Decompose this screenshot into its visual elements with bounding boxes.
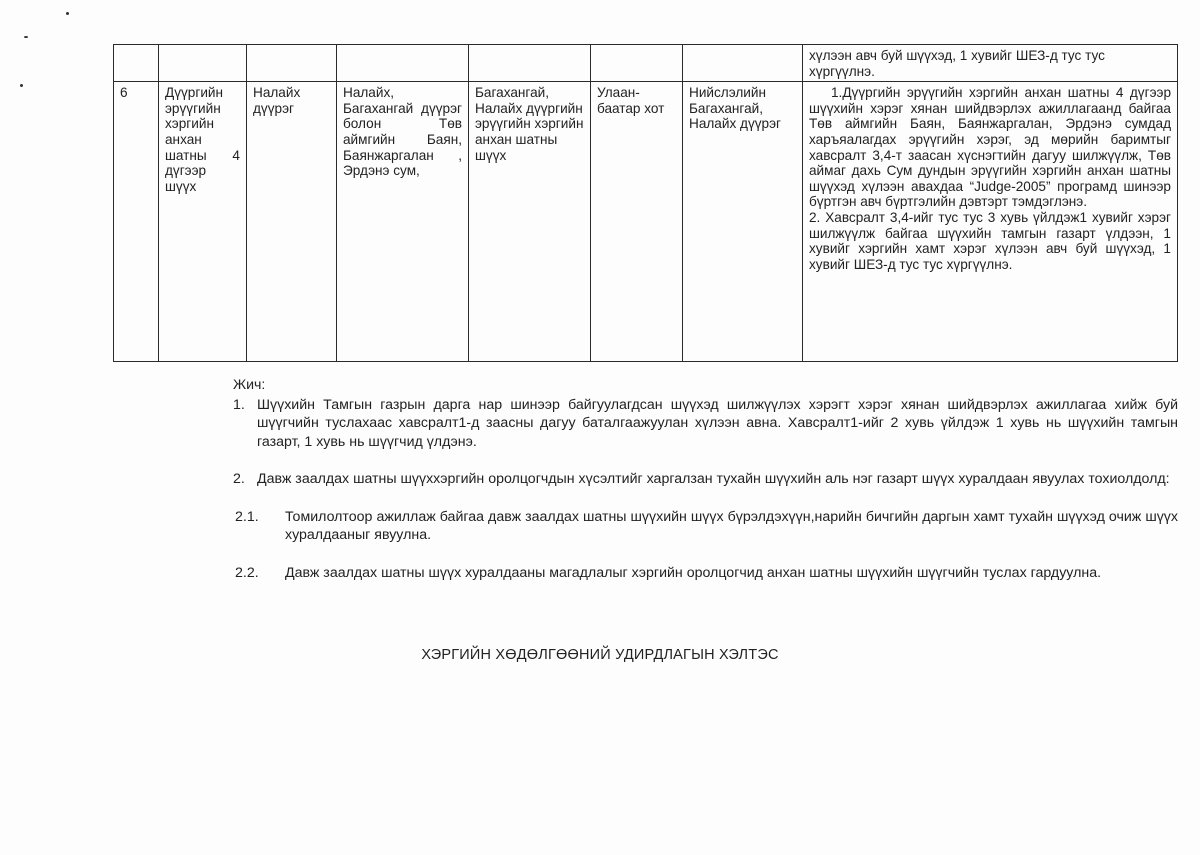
note-text: Шүүхийн Тамгын газрын дарга нар шинээр байгуулагдсан шүүхэд шилжүүлэх хэрэгт хэрэг хянан шийдвэрлэх ажиллагаа хийж буй шүүгчийн туслахаас хавсралт1-д заасны дагуу баталгаажуулан хүлээн авна. Хавсралт1-ийг 2 хувь үйлдэж 1 хувь нь шүүхийн тамгын газарт, 1 хувь нь шүүгчид үлдэнэ.: [257, 397, 1178, 450]
district-cell: Налайх дүүрэг: [247, 82, 337, 362]
procedure-cell: [803, 82, 1178, 362]
table-cell: [683, 45, 803, 82]
scan-speck: [24, 36, 28, 38]
procedure-paragraph-2: 2. Хавсралт 3,4-ийг тус тус 3 хувь үйлдэж1 хувийг хэрэг шилжүүлж байгаа шүүхийн тамгын газарт үлдээн, 1 хувийг хэргийн хамт хэрэг хүлээн авч буй шүүхэд, 1 хувийг ШЕЗ-д тус тус хүргүүлнэ.: [809, 209, 1171, 272]
table-cell: [247, 45, 337, 82]
note-text: Давж заалдах шатны шүүх хуралдааны магадлалыг хэргийн оролцогчид анхан шатны шүүхийн шүүгчийн туслах гардуулна.: [285, 565, 1102, 582]
note-subitem-2-1: [233, 508, 1178, 544]
scan-speck: [66, 12, 69, 15]
table-cell: [114, 45, 159, 82]
section-heading: ХЭРГИЙН ХӨДӨЛГӨӨНИЙ УДИРДЛАГЫН ХЭЛТЭС: [421, 647, 779, 663]
note-item-1: [233, 396, 1178, 451]
court-name-cell: Дүүргийн эрүүгийн хэргийн анхан шатны 4 дүгээр шүүх: [159, 82, 247, 362]
table-row-6: [114, 82, 1178, 362]
notes-section: [233, 376, 1178, 583]
note-number: 1.: [233, 397, 245, 414]
table-cell: [159, 45, 247, 82]
city-cell: Улаан-баатар хот: [591, 82, 683, 362]
capital-districts-cell: Нийслэлийн Багахангай, Налайх дүүрэг: [683, 82, 803, 362]
note-text: Давж заалдах шатны шүүххэргийн оролцогчдын хүсэлтийг харгалзан тухайн шүүхийн аль нэг газарт шүүх хуралдаан явуулах тохиолдолд:: [257, 470, 1170, 487]
jurisdiction-cell: Налайх, Багахангай дүүрэг болон Төв аймгийн Баян, Баянжаргалан , Эрдэнэ сум,: [337, 82, 469, 362]
notes-label: Жич:: [233, 377, 266, 393]
procedure-paragraph-1: 1.Дүүргийн эрүүгийн хэргийн анхан шатны 4 дүгээр шүүхийн хэрэг хянан шийдвэрлэх ажиллагаанд байгаа Төв аймгийн Баян, Баянжаргалан, Эрдэнэ сумдад харъяалагдах эрүүгийн хэрэг, эд мөрийн баримтыг хавсралт 3,4-т заасан хүснэгтийн дагуу шилжүүлж, Төв аймаг дахь Сум дундын эрүүгийн хэргийн анхан шатны шүүхэд хүлээн авахдаа “Judge-2005” програмд шинээр бүртгэн авч бүртгэлийн дэвтэрт тэмдэглэнэ.: [809, 85, 1171, 210]
table-cell: [469, 45, 591, 82]
table-row-continuation: [114, 45, 1178, 82]
note-item-2: [233, 470, 1178, 488]
table-cell: [337, 45, 469, 82]
procedure-continuation-cell: хүлээн авч буй шүүхэд, 1 хувийг ШЕЗ-д тус тус хүргүүлнэ.: [803, 45, 1178, 82]
note-number: 2.: [233, 470, 245, 487]
court-transfer-table: [113, 44, 1178, 362]
note-text: Томилолтоор ажиллаж байгаа давж заалдах шатны шүүхийн шүүх бүрэлдэхүүн,нарийн бичгийн даргын хамт тухайн шүүхэд очиж шүүх хуралдааныг явуулна.: [285, 509, 1178, 544]
row-number-cell: 6: [114, 82, 159, 362]
note-subitem-2-2: [233, 564, 1178, 582]
note-number: 2.1.: [235, 509, 259, 526]
scan-speck: [20, 84, 23, 87]
courts-included-cell: Багахангай, Налайх дүүргийн эрүүгийн хэргийн анхан шатны шүүх: [469, 82, 591, 362]
table-cell: [591, 45, 683, 82]
note-number: 2.2.: [235, 565, 259, 582]
